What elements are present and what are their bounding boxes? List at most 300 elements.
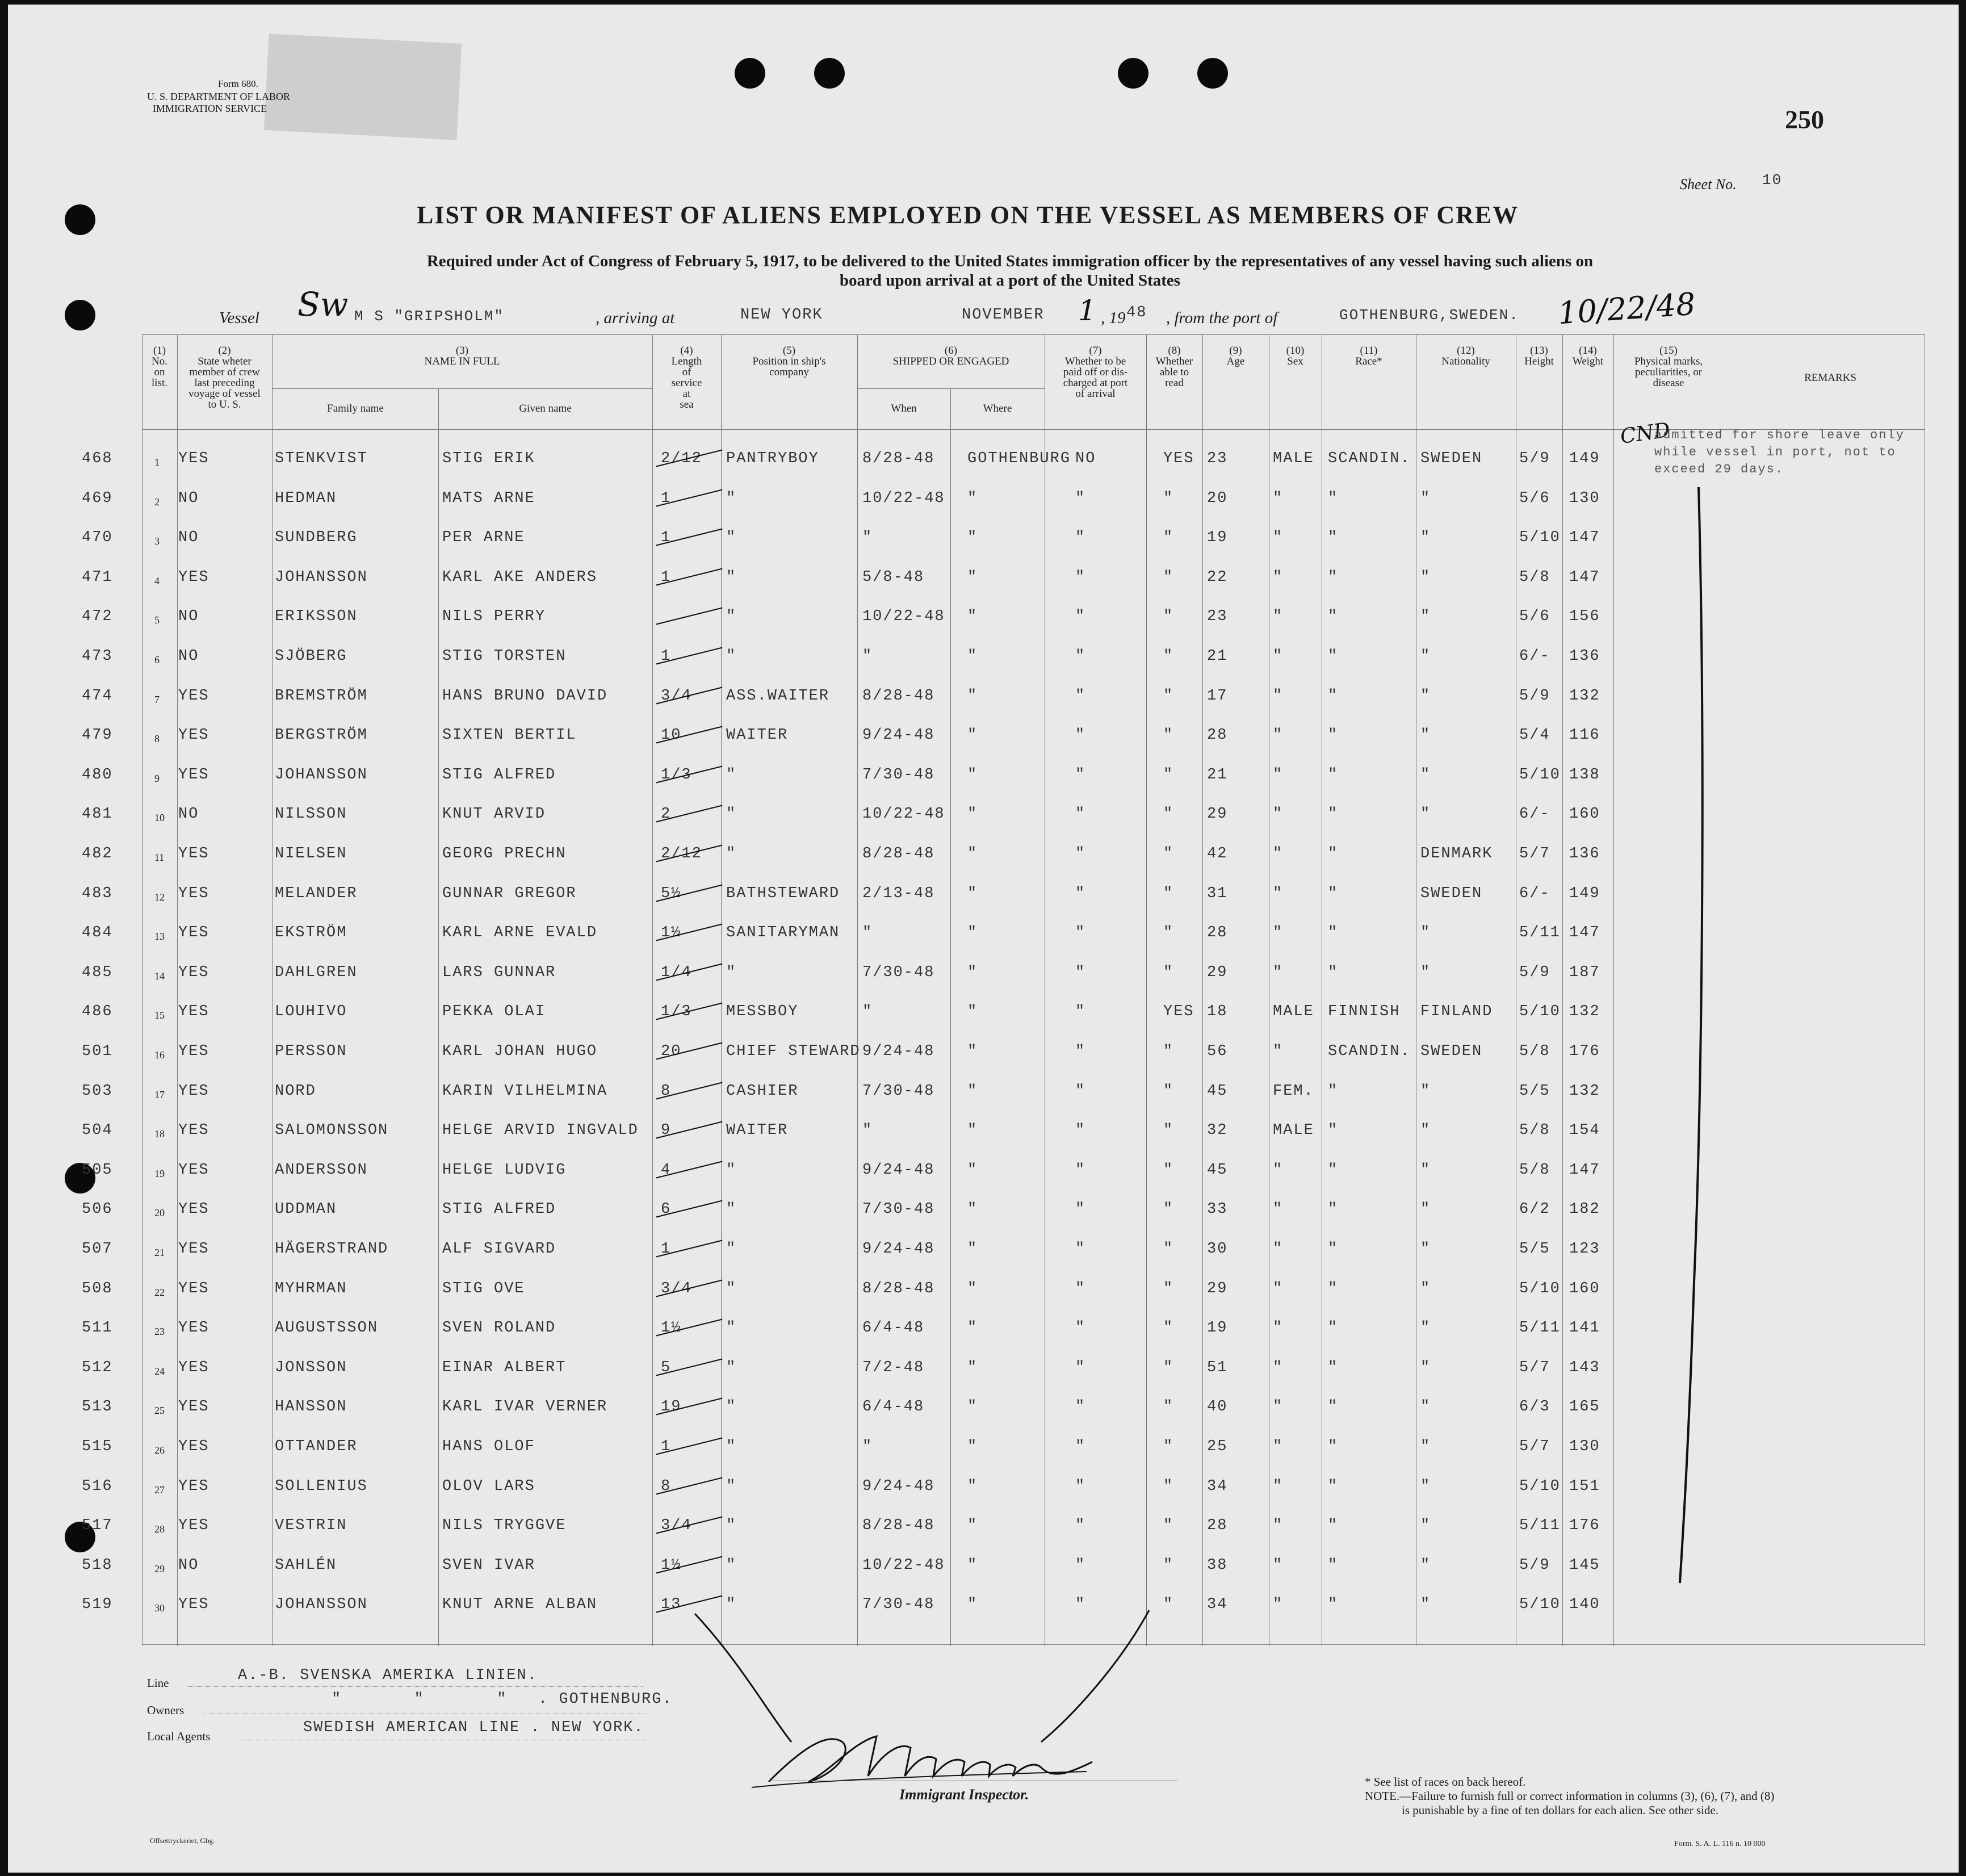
cell-prev: YES xyxy=(178,1122,209,1140)
cell-where: " xyxy=(967,1122,978,1140)
cell-given: GUNNAR GREGOR xyxy=(442,885,577,902)
cell-nat: " xyxy=(1420,1280,1431,1297)
cell-no: 2 xyxy=(154,496,160,508)
cell-height: 5/11 xyxy=(1519,1320,1561,1337)
cell-given: ALF SIGVARD xyxy=(442,1241,556,1258)
cell-nat: " xyxy=(1420,806,1431,823)
cell-prev: YES xyxy=(178,1201,209,1218)
cell-ref: 470 xyxy=(82,529,113,547)
cell-no: 22 xyxy=(154,1286,165,1298)
cell-paid: " xyxy=(1075,687,1086,705)
cell-weight: 130 xyxy=(1569,1438,1600,1455)
cell-ref: 516 xyxy=(82,1477,113,1495)
cell-given: LARS GUNNAR xyxy=(442,964,556,981)
cell-ref: 513 xyxy=(82,1398,113,1416)
cell-age: 25 xyxy=(1207,1438,1228,1455)
cell-age: 17 xyxy=(1207,687,1228,705)
cell-service: 1 xyxy=(661,489,672,507)
cell-where: " xyxy=(967,1161,978,1179)
cell-weight: 147 xyxy=(1569,924,1600,942)
line-rule xyxy=(188,1686,643,1687)
cell-when: " xyxy=(862,924,873,942)
cell-paid: " xyxy=(1075,1161,1086,1179)
cell-nat: " xyxy=(1420,568,1431,586)
penalty-note-1: NOTE.—Failure to furnish full or correct information in columns (3), (6), (7), and (8) xyxy=(1365,1789,1775,1803)
cell-paid: " xyxy=(1075,1320,1086,1337)
cell-paid: " xyxy=(1075,568,1086,586)
cell-sex: " xyxy=(1273,1438,1284,1455)
cell-sex: " xyxy=(1273,924,1284,942)
cell-race: " xyxy=(1328,924,1339,942)
cell-when: 9/24-48 xyxy=(862,727,935,744)
cell-service: 1½ xyxy=(661,1320,682,1337)
cell-height: 5/8 xyxy=(1519,1122,1550,1140)
col-header-paid-off: (7) Whether to be paid off or dis- charged at port of arrival xyxy=(1063,345,1128,400)
cell-nat: " xyxy=(1420,1596,1431,1614)
cell-nat: SWEDEN xyxy=(1420,885,1483,902)
col-header-race: (11) Race* xyxy=(1355,345,1382,367)
cell-read: " xyxy=(1163,1043,1174,1060)
cell-height: 5/10 xyxy=(1519,1003,1561,1021)
cell-age: 45 xyxy=(1207,1161,1228,1179)
cell-nat: " xyxy=(1420,1082,1431,1100)
cell-weight: 187 xyxy=(1569,964,1600,981)
cell-sex: " xyxy=(1273,1477,1284,1495)
cell-weight: 132 xyxy=(1569,1003,1600,1021)
col-header-remarks: REMARKS xyxy=(1804,372,1856,384)
cell-race: " xyxy=(1328,1398,1339,1416)
cell-read: " xyxy=(1163,766,1174,784)
cell-prev: NO xyxy=(178,529,199,547)
cell-sex: " xyxy=(1273,845,1284,862)
cell-weight: 141 xyxy=(1569,1320,1600,1337)
cell-height: 5/11 xyxy=(1519,1517,1561,1535)
cell-race: " xyxy=(1328,529,1339,547)
cell-sex: " xyxy=(1273,1596,1284,1614)
cell-race: " xyxy=(1328,806,1339,823)
cell-family: NILSSON xyxy=(275,806,347,823)
cell-height: 5/5 xyxy=(1519,1082,1550,1100)
cell-family: JOHANSSON xyxy=(275,1596,368,1614)
cell-race: " xyxy=(1328,648,1339,665)
cell-height: 6/- xyxy=(1519,885,1550,902)
cell-read: " xyxy=(1163,1596,1174,1614)
cell-service: 2/12 xyxy=(661,845,702,862)
cell-no: 25 xyxy=(154,1405,165,1417)
cell-no: 12 xyxy=(154,891,165,903)
cell-paid: NO xyxy=(1075,450,1096,467)
col-header-nationality: (12) Nationality xyxy=(1441,345,1490,367)
cell-sex: " xyxy=(1273,529,1284,547)
cell-read: " xyxy=(1163,529,1174,547)
cell-when: 10/22-48 xyxy=(862,489,945,507)
cell-race: " xyxy=(1328,568,1339,586)
inspector-label: Immigrant Inspector. xyxy=(899,1786,1029,1803)
cell-sex: " xyxy=(1273,806,1284,823)
cell-no: 11 xyxy=(154,852,165,863)
cell-weight: 145 xyxy=(1569,1556,1600,1574)
cell-position: " xyxy=(726,1517,737,1535)
cell-when: 7/30-48 xyxy=(862,1596,935,1614)
cell-weight: 176 xyxy=(1569,1043,1600,1060)
cell-when: 8/28-48 xyxy=(862,687,935,705)
cell-ref: 483 xyxy=(82,885,113,902)
cell-prev: YES xyxy=(178,568,209,586)
inspector-signature xyxy=(746,1708,1109,1799)
cell-paid: " xyxy=(1075,727,1086,744)
cell-height: 5/10 xyxy=(1519,1280,1561,1297)
cell-race: " xyxy=(1328,845,1339,862)
cell-race: FINNISH xyxy=(1328,1003,1401,1021)
cell-sex: " xyxy=(1273,1556,1284,1574)
cell-position: " xyxy=(726,1596,737,1614)
cell-given: STIG ALFRED xyxy=(442,766,556,784)
page-subtitle-1: Required under Act of Congress of February 5, 1917, to be delivered to the United States immigration officer by the representatives of any vessel having such aliens on xyxy=(426,252,1594,270)
cell-race: " xyxy=(1328,1280,1339,1297)
cell-service: 3/4 xyxy=(661,1517,692,1535)
cell-weight: 116 xyxy=(1569,727,1600,744)
cell-race: " xyxy=(1328,1241,1339,1258)
race-footnote: * See list of races on back hereof. xyxy=(1365,1775,1526,1789)
cell-prev: NO xyxy=(178,1556,199,1574)
cell-sex: " xyxy=(1273,648,1284,665)
cell-prev: YES xyxy=(178,1082,209,1100)
cell-position: " xyxy=(726,1398,737,1416)
cell-no: 9 xyxy=(154,772,160,784)
cell-weight: 151 xyxy=(1569,1477,1600,1495)
cell-family: VESTRIN xyxy=(275,1517,347,1535)
cell-family: SUNDBERG xyxy=(275,529,358,547)
cell-height: 5/8 xyxy=(1519,1161,1550,1179)
cell-height: 5/4 xyxy=(1519,727,1550,744)
col-header-family-name: Family name xyxy=(327,403,384,414)
cell-family: NORD xyxy=(275,1082,316,1100)
cell-paid: " xyxy=(1075,1596,1086,1614)
cell-paid: " xyxy=(1075,766,1086,784)
cell-given: EINAR ALBERT xyxy=(442,1359,567,1376)
cell-weight: 136 xyxy=(1569,648,1600,665)
cell-race: SCANDIN. xyxy=(1328,450,1411,467)
cell-read: " xyxy=(1163,885,1174,902)
cell-where: " xyxy=(967,1556,978,1574)
cell-nat: " xyxy=(1420,1359,1431,1376)
cell-sex: " xyxy=(1273,1161,1284,1179)
cell-race: SCANDIN. xyxy=(1328,1043,1411,1060)
cell-weight: 149 xyxy=(1569,450,1600,467)
cell-paid: " xyxy=(1075,1241,1086,1258)
cell-family: HEDMAN xyxy=(275,489,337,507)
cell-no: 13 xyxy=(154,931,165,943)
col-header-service: (4) Length of service at sea xyxy=(671,345,702,411)
cell-where: " xyxy=(967,1280,978,1297)
cell-age: 33 xyxy=(1207,1201,1228,1218)
cell-paid: " xyxy=(1075,1517,1086,1535)
cell-weight: 160 xyxy=(1569,1280,1600,1297)
cell-height: 5/9 xyxy=(1519,964,1550,981)
cell-read: " xyxy=(1163,1082,1174,1100)
cell-nat: " xyxy=(1420,648,1431,665)
cell-age: 34 xyxy=(1207,1477,1228,1495)
cell-height: 5/9 xyxy=(1519,1556,1550,1574)
cell-where: " xyxy=(967,648,978,665)
cell-service: 9 xyxy=(661,1122,672,1140)
arrival-day: 1 xyxy=(1078,294,1096,327)
cell-race: " xyxy=(1328,964,1339,981)
cell-no: 10 xyxy=(154,812,165,824)
cell-race: " xyxy=(1328,1082,1339,1100)
cell-read: " xyxy=(1163,648,1174,665)
cell-weight: 138 xyxy=(1569,766,1600,784)
cell-ref: 519 xyxy=(82,1596,113,1614)
cell-when: " xyxy=(862,1438,873,1455)
cell-when: 7/30-48 xyxy=(862,766,935,784)
cell-when: 10/22-48 xyxy=(862,608,945,626)
col-header-read: (8) Whether able to read xyxy=(1155,345,1193,389)
cell-when: 10/22-48 xyxy=(862,806,945,823)
cell-when: 6/4-48 xyxy=(862,1320,925,1337)
cell-family: LOUHIVO xyxy=(275,1003,347,1021)
cell-service: 1 xyxy=(661,568,672,586)
cell-when: " xyxy=(862,648,873,665)
cell-nat: " xyxy=(1420,924,1431,942)
cell-given: PER ARNE xyxy=(442,529,525,547)
cell-read: " xyxy=(1163,1359,1174,1376)
cell-when: 8/28-48 xyxy=(862,1280,935,1297)
cell-ref: 474 xyxy=(82,687,113,705)
cell-nat: SWEDEN xyxy=(1420,1043,1483,1060)
remark-text: admitted for shore leave only while vessel in port, not to exceed 29 days. xyxy=(1654,428,1905,476)
cell-nat: " xyxy=(1420,1517,1431,1535)
cell-paid: " xyxy=(1075,1082,1086,1100)
cell-race: " xyxy=(1328,1122,1339,1140)
cell-given: STIG OVE xyxy=(442,1280,525,1297)
cell-height: 5/10 xyxy=(1519,1596,1561,1614)
cell-prev: YES xyxy=(178,1241,209,1258)
cell-position: CHIEF STEWARD xyxy=(726,1043,861,1060)
cell-ref: 518 xyxy=(82,1556,113,1574)
cell-prev: YES xyxy=(178,1517,209,1535)
cell-where: " xyxy=(967,1477,978,1495)
cell-family: ERIKSSON xyxy=(275,608,358,626)
cell-race: " xyxy=(1328,1161,1339,1179)
cell-given: HELGE LUDVIG xyxy=(442,1161,567,1179)
penalty-note-2: is punishable by a fine of ten dollars for each alien. See other side. xyxy=(1402,1803,1719,1817)
cell-paid: " xyxy=(1075,1359,1086,1376)
cell-where: " xyxy=(967,924,978,942)
cell-nat: " xyxy=(1420,1477,1431,1495)
cell-no: 29 xyxy=(154,1563,165,1575)
cell-age: 22 xyxy=(1207,568,1228,586)
cell-nat: " xyxy=(1420,964,1431,981)
cell-sex: " xyxy=(1273,687,1284,705)
cell-nat: " xyxy=(1420,1241,1431,1258)
cell-service: 4 xyxy=(661,1161,672,1179)
cell-weight: 147 xyxy=(1569,568,1600,586)
cell-height: 6/- xyxy=(1519,806,1550,823)
cell-height: 5/10 xyxy=(1519,766,1561,784)
cell-age: 40 xyxy=(1207,1398,1228,1416)
cell-no: 26 xyxy=(154,1444,165,1456)
cell-read: " xyxy=(1163,1161,1174,1179)
cell-ref: 485 xyxy=(82,964,113,981)
col-header-last-voyage: (2) State wheter member of crew last preceding voyage of vessel to U. S. xyxy=(188,345,261,411)
form-number: Form 680. xyxy=(218,78,258,89)
cell-service: 1 xyxy=(661,648,672,665)
cell-nat: " xyxy=(1420,1320,1431,1337)
cell-no: 15 xyxy=(154,1010,165,1021)
cell-age: 29 xyxy=(1207,1280,1228,1297)
cell-where: " xyxy=(967,608,978,626)
cell-family: SJÖBERG xyxy=(275,648,347,665)
cell-weight: 130 xyxy=(1569,489,1600,507)
col-header-height: (13) Height xyxy=(1524,345,1554,367)
cell-race: " xyxy=(1328,608,1339,626)
cell-paid: " xyxy=(1075,924,1086,942)
cell-given: KNUT ARVID xyxy=(442,806,546,823)
col-header-number: (1) No. on list. xyxy=(152,345,167,389)
cell-nat: SWEDEN xyxy=(1420,450,1483,467)
remark-initials: CND xyxy=(1619,418,1672,449)
cell-read: " xyxy=(1163,489,1174,507)
cell-when: 5/8-48 xyxy=(862,568,925,586)
cell-ref: 506 xyxy=(82,1201,113,1218)
cell-prev: YES xyxy=(178,845,209,862)
page-number: 250 xyxy=(1785,105,1824,134)
manifest-sheet xyxy=(8,5,1959,1873)
cell-where: " xyxy=(967,529,978,547)
cell-race: " xyxy=(1328,727,1339,744)
cell-sex: " xyxy=(1273,727,1284,744)
cell-when: " xyxy=(862,529,873,547)
cell-prev: NO xyxy=(178,608,199,626)
cell-sex: MALE xyxy=(1273,450,1314,467)
cell-given: KARIN VILHELMINA xyxy=(442,1082,608,1100)
cell-prev: YES xyxy=(178,1398,209,1416)
cell-weight: 154 xyxy=(1569,1122,1600,1140)
cell-prev: YES xyxy=(178,885,209,902)
cell-read: YES xyxy=(1163,1003,1194,1021)
cell-weight: 132 xyxy=(1569,687,1600,705)
arriving-label: , arriving at xyxy=(596,309,675,327)
cell-read: " xyxy=(1163,845,1174,862)
cell-height: 6/2 xyxy=(1519,1201,1550,1218)
cell-where: " xyxy=(967,489,978,507)
cell-prev: YES xyxy=(178,450,209,467)
cell-paid: " xyxy=(1075,1201,1086,1218)
cell-nat: " xyxy=(1420,1438,1431,1455)
cell-age: 28 xyxy=(1207,924,1228,942)
cell-sex: " xyxy=(1273,1398,1284,1416)
cell-read: " xyxy=(1163,1477,1174,1495)
cell-read: " xyxy=(1163,687,1174,705)
cell-service: 10 xyxy=(661,727,682,744)
cell-height: 5/8 xyxy=(1519,1043,1550,1060)
cell-ref: 468 xyxy=(82,450,113,467)
cell-race: " xyxy=(1328,1438,1339,1455)
cell-when: 2/13-48 xyxy=(862,885,935,902)
agents-label: Local Agents xyxy=(147,1730,211,1743)
cell-race: " xyxy=(1328,1596,1339,1614)
cell-prev: NO xyxy=(178,648,199,665)
cell-age: 42 xyxy=(1207,845,1228,862)
cell-weight: 160 xyxy=(1569,806,1600,823)
cell-read: " xyxy=(1163,1517,1174,1535)
cell-ref: 480 xyxy=(82,766,113,784)
cell-when: " xyxy=(862,1003,873,1021)
cell-given: OLOV LARS xyxy=(442,1477,535,1495)
cell-ref: 486 xyxy=(82,1003,113,1021)
cell-height: 5/7 xyxy=(1519,1359,1550,1376)
cell-no: 21 xyxy=(154,1247,165,1258)
cell-where: " xyxy=(967,1596,978,1614)
cell-family: HÄGERSTRAND xyxy=(275,1241,389,1258)
cell-family: PERSSON xyxy=(275,1043,347,1060)
service-name: IMMIGRATION SERVICE xyxy=(153,103,267,114)
cell-prev: YES xyxy=(178,1359,209,1376)
sheet-no-label: Sheet No. xyxy=(1680,176,1737,192)
cell-read: " xyxy=(1163,1122,1174,1140)
cell-where: " xyxy=(967,964,978,981)
cell-nat: " xyxy=(1420,1398,1431,1416)
cell-race: " xyxy=(1328,1477,1339,1495)
agents-value: SWEDISH AMERICAN LINE . NEW YORK. xyxy=(303,1719,644,1736)
cell-prev: YES xyxy=(178,687,209,705)
cell-height: 6/- xyxy=(1519,648,1550,665)
cell-no: 5 xyxy=(154,614,160,626)
cell-prev: YES xyxy=(178,1438,209,1455)
cell-where: GOTHENBURG xyxy=(967,450,1071,467)
cell-prev: YES xyxy=(178,766,209,784)
cell-position: MESSBOY xyxy=(726,1003,799,1021)
cell-ref: 471 xyxy=(82,568,113,586)
cell-service: 2 xyxy=(661,806,672,823)
cell-nat: " xyxy=(1420,727,1431,744)
cell-age: 34 xyxy=(1207,1596,1228,1614)
from-port-label: , from the port of xyxy=(1166,309,1278,327)
cell-paid: " xyxy=(1075,845,1086,862)
cell-nat: " xyxy=(1420,489,1431,507)
cell-where: " xyxy=(967,1398,978,1416)
cell-nat: " xyxy=(1420,608,1431,626)
cell-race: " xyxy=(1328,1556,1339,1574)
cell-where: " xyxy=(967,806,978,823)
cell-prev: YES xyxy=(178,1320,209,1337)
cell-where: " xyxy=(967,1082,978,1100)
cell-when: " xyxy=(862,1122,873,1140)
cell-read: " xyxy=(1163,727,1174,744)
cell-read: " xyxy=(1163,1398,1174,1416)
cell-sex: " xyxy=(1273,608,1284,626)
cell-read: " xyxy=(1163,924,1174,942)
cell-service: 1½ xyxy=(661,924,682,942)
cell-read: " xyxy=(1163,806,1174,823)
cell-ref: 508 xyxy=(82,1280,113,1297)
cell-nat: " xyxy=(1420,1556,1431,1574)
cell-service: 1 xyxy=(661,529,672,547)
cell-service: 1 xyxy=(661,1438,672,1455)
cell-service: 5½ xyxy=(661,885,682,902)
cell-where: " xyxy=(967,885,978,902)
cell-race: " xyxy=(1328,766,1339,784)
cell-ref: 507 xyxy=(82,1241,113,1258)
cell-ref: 481 xyxy=(82,806,113,823)
cell-read: " xyxy=(1163,1201,1174,1218)
col-header-given-name: Given name xyxy=(519,403,572,414)
cell-nat: " xyxy=(1420,1122,1431,1140)
cell-position: " xyxy=(726,1556,737,1574)
cell-family: JONSSON xyxy=(275,1359,347,1376)
cell-sex: " xyxy=(1273,1280,1284,1297)
